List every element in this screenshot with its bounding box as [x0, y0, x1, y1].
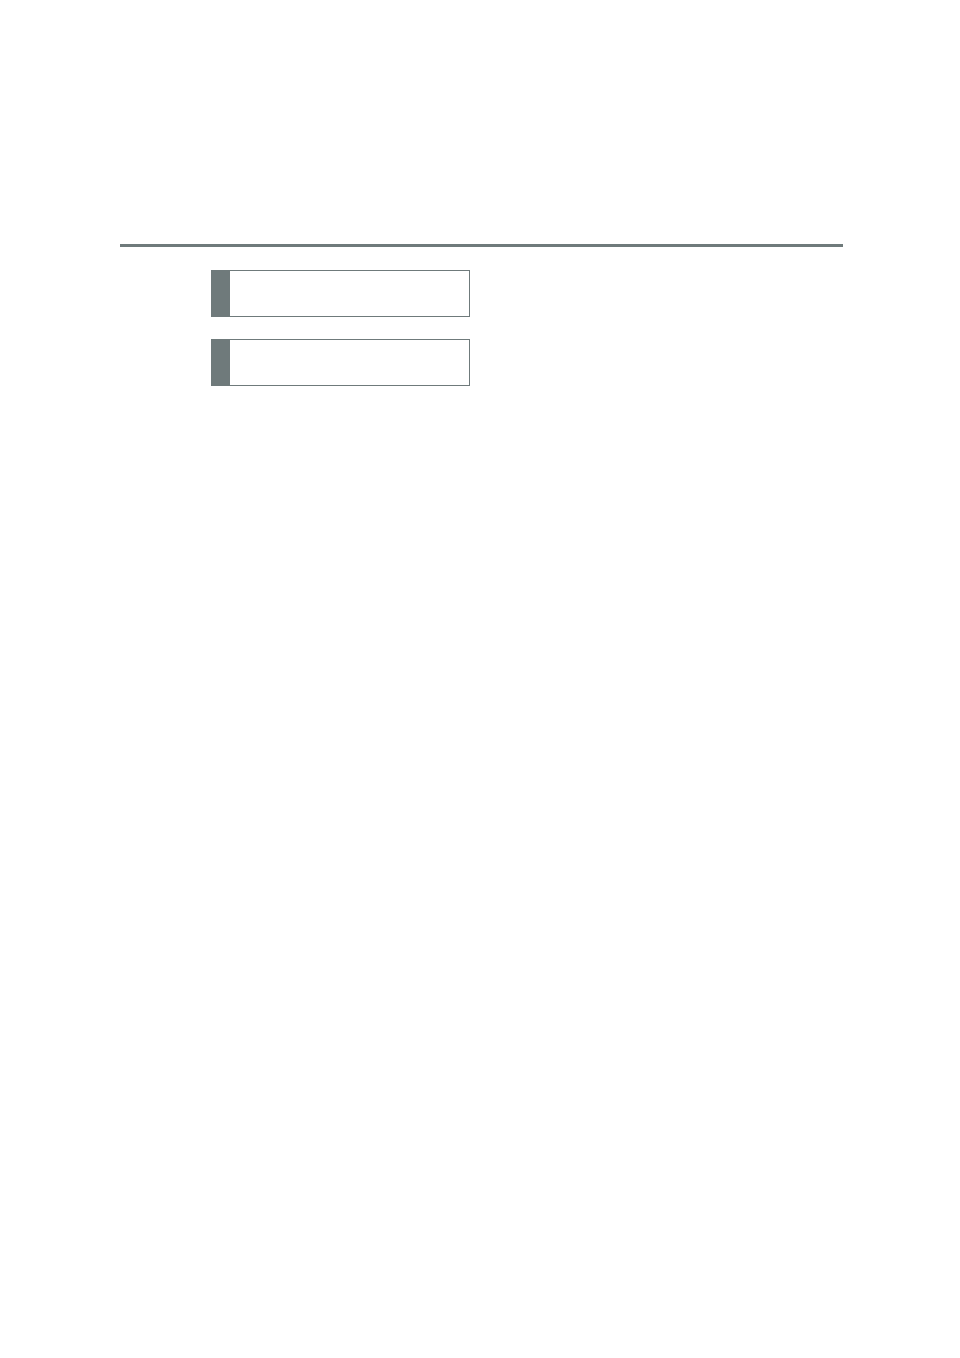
section-header-8	[211, 270, 470, 317]
table-of-contents	[211, 254, 473, 408]
section-number-bar	[212, 271, 230, 316]
header-rule	[120, 244, 843, 247]
section-header-index	[211, 339, 470, 386]
section-number-bar	[212, 340, 230, 385]
